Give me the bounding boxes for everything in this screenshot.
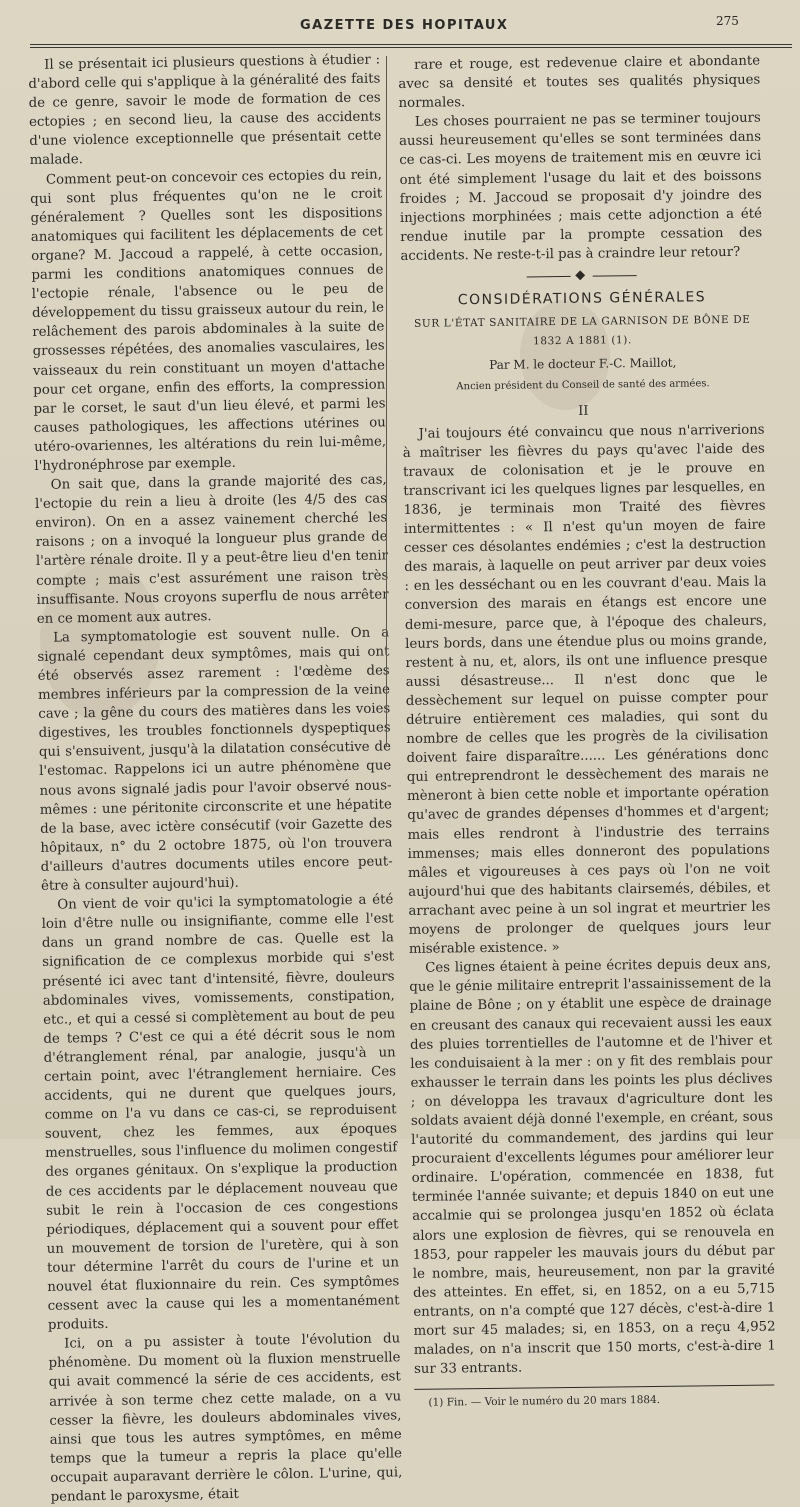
- part-number: II: [578, 403, 589, 419]
- paragraph: J'ai toujours été convaincu que nous n'arriverions à maîtriser les fièvres du pays qu'avec l'aide des travaux de colonisation et je le prouve en transcrivant ici les quelques lignes par lesquelles, en 1836, je terminais mon Traité des fièvres intermittentes : « Il n'est qu'un moyen de faire cesser ces désolantes endémies ; c'est la destruction des marais, à laquelle on peut arriver par deux voies : en les desséchant ou en les couvrant d'eau. Mais la conversion des marais en étangs est encore une demi-mesure, parce que, à l'époque des chaleurs, leurs bords, dans une étendue plus ou moins grande, restent à nu, et, alors, ils ont une influence presque aussi désastreuse... Il n'est donc que le dessèchement sur lequel on puisse compter pour détruire entièrement ces maladies, qui sont du nombre de celles que les progrès de la civilisation doivent faire disparaître...... Les générations donc qui entreprendront le dessèchement des marais ne mèneront à bien cette noble et importante opération qu'avec de grandes dépenses d'hommes et d'argent; mais elles rendront à l'industrie des terrains immenses; mais elles donneront des populations mâles et vigoureuses à ces pays où l'on ne voit aujourd'hui que des habitants clairsemés, débiles, et arrachant avec peine à un sol ingrat et meurtrier les moyens de prolonger de quelques jours leur misérable existence. »: [402, 422, 771, 958]
- author-byline: Par M. le docteur F.-C. Maillot,: [489, 355, 677, 373]
- page-number: 275: [716, 14, 739, 28]
- column-divider: [386, 56, 387, 746]
- footnote: (1) Fin. — Voir le numéro du 20 mars 1884.: [428, 1394, 661, 1410]
- section-title: CONSIDÉRATIONS GÉNÉRALES: [457, 289, 707, 309]
- header-rule: [30, 44, 792, 48]
- author-affiliation: Ancien président du Conseil de santé des armées.: [456, 378, 710, 393]
- page-header: [0, 14, 800, 36]
- section-ornament: [527, 271, 637, 280]
- right-column: [398, 52, 777, 1414]
- left-column: [28, 50, 403, 1506]
- paragraph: Ici, on a pu assister à toute l'évolution du phénomène. Du moment où la fluxion menstruelle qui avait commencé la série de ces accidents, est arrivée à son terme chez cette malade, on a vu cesser la fièvre, les douleurs abdominales vives, ainsi que tous les autres symptômes, en même temps que la tumeur a repris la place qu'elle occupait auparavant derrière le côlon. L'urine, qui, pendant le paroxysme, était: [48, 1331, 403, 1505]
- paragraph: Les choses pourraient ne pas se terminer toujours aussi heureusement qu'elles se sont terminées dans ce cas-ci. Les moyens de traitement mis en œuvre ici ont été simplement l'usage du lait et des boissons froides ; M. Jaccoud se proposait d'y joindre des injections morphinées ; mais cette adjonction a été rendue inutile par la prompte cessation des accidents. Ne reste-t-il pas à craindre leur retour?: [398, 110, 763, 264]
- paragraph: Il se présentait ici plusieurs questions à étudier : d'abord celle qui s'applique à la généralité des faits de ce genre, savoir le mode de formation de ces ectopies ; en second lieu, la cause des accidents d'une violence exceptionnelle que présentait cette malade.: [28, 52, 382, 169]
- running-title: GAZETTE DES HOPITAUX: [300, 18, 509, 33]
- footnote-rule: [414, 1385, 774, 1390]
- paragraph: Comment peut-on concevoir ces ectopies du rein, qui sont plus fréquentes qu'on ne le croit généralement ? Quelles sont les dispositions anatomiques qui facilitent les déplacements de cet organe? M. Jaccoud a rappelé, à cette occasion, parmi les conditions anatomiques connues de l'ectopie rénale, l'absence ou le peu de développement du tissu graisseux autour du rein, le relâchement des parois abdominales à la suite de grossesses répétées, des anomalies vasculaires, les vaisseaux du rein constituant un moyen d'attache pour cet organe, enfin des efforts, la compression par le corset, le saut d'un lieu élevé, et parmi les causes pathologiques, les affections utérines ou utéro-ovariennes, les altérations du rein lui-même, l'hydronéphrose par exemple.: [30, 167, 387, 474]
- paragraph: On sait que, dans la grande majorité des cas, l'ectopie du rein a lieu à droite (les 4/5 des cas environ). On en a assez vainement cherché les raisons ; on a invoqué la longueur plus grande de l'artère rénale droite. Il y a peut-être lieu d'en tenir compte ; mais c'est assurément une raison très insuffisante. Nous croyons superflu de nous arrêter en ce moment aux autres.: [34, 472, 389, 627]
- paragraph: On vient de voir qu'ici la symptomatologie a été loin d'être nulle ou insignifiante, comme elle l'est dans un grand nombre de cas. Quelle est la signification de ce complexus morbide qui s'est présenté ici avec tant d'intensité, fièvre, douleurs abdominales vives, vomissements, constipation, etc., et qui a cessé si complètement au bout de peu de temps ? C'est ce qui a été décrit sous le nom d'étranglement rénal, par analogie, jusqu'à un certain point, avec l'étranglement herniaire. Ces accidents, qui ne durent que quelques jours, comme on l'a vu dans ce cas-ci, se reproduisent souvent, chez les femmes, aux époques menstruelles, sous l'influence du molimen congestif des organes génitaux. On s'explique la production de ces accidents par le déplacement nouveau que subit le rein à l'occasion de ces congestions périodiques, déplacement qui a souvent pour effet un mouvement de torsion de l'uretère, qui à son tour détermine l'arrêt du cours de l'urine et un nouvel état fluxionnaire du rein. Ces symptômes cessent avec la cause qui les a momentanément produits.: [41, 892, 400, 1334]
- paragraph: Ces lignes étaient à peine écrites depuis deux ans, que le génie militaire entreprit l'assainissement de la plaine de Bône ; on y établit une espèce de drainage en creusant des canaux qui recevaient aussi les eaux des pluies torrentielles de l'automne et de l'hiver et les conduisaient à la mer : on y fit des remblais pour exhausser le terrain dans les points les plus déclives ; on développa les travaux d'agriculture dont les soldats avaient déjà donné l'exemple, en créant, sous l'autorité du commandement, des jardins qui leur procuraient d'excellents légumes pour améliorer leur ordinaire. L'opération, commencée en 1838, fut terminée l'année suivante; et depuis 1840 on eut une accalmie qui se prolongea jusqu'en 1852 où éclata alors une explosion de fièvres, qui se renouvela en 1853, pour rappeler les mauvais jours du début par le nombre, mais, heureusement, non par la gravité des atteintes. En effet, si, en 1852, on a eu 5,715 entrants, on n'a compté que 127 décès, c'est-à-dire 1 mort sur 45 malades; si, en 1853, on a reçu 4,952 malades, on n'a inscrit que 150 morts, c'est-à-dire 1 sur 33 entrants.: [409, 956, 776, 1378]
- paragraph: La symptomatologie est souvent nulle. On a signalé cependant deux symptômes, mais qui ont été observés assez rarement : l'œdème des membres inférieurs par la compression de la veine cave ; la gêne du cours des matières dans les voies digestives, les troubles fonctionnels dyspeptiques qui s'ensuivent, jusqu'à la dilatation consécutive de l'estomac. Rappelons ici un autre phénomène que nous avons signalé jadis pour l'avoir observé nous-mêmes : une péritonite circonscrite et une hépatite de la base, avec ictère consécutif (voir Gazette des hôpitaux, n° du 2 octobre 1875, où l'on trouvera d'ailleurs d'autres documents utiles encore peut-être à consulter aujourd'hui).: [37, 625, 393, 894]
- paragraph: rare et rouge, est redevenue claire et abondante avec sa densité et toutes ses qualités physiques normales.: [398, 53, 761, 112]
- section-subtitle: SUR L'ÉTAT SANITAIRE DE LA GARNISON DE BÔNE DE 1832 A 1881 (1).: [413, 313, 751, 348]
